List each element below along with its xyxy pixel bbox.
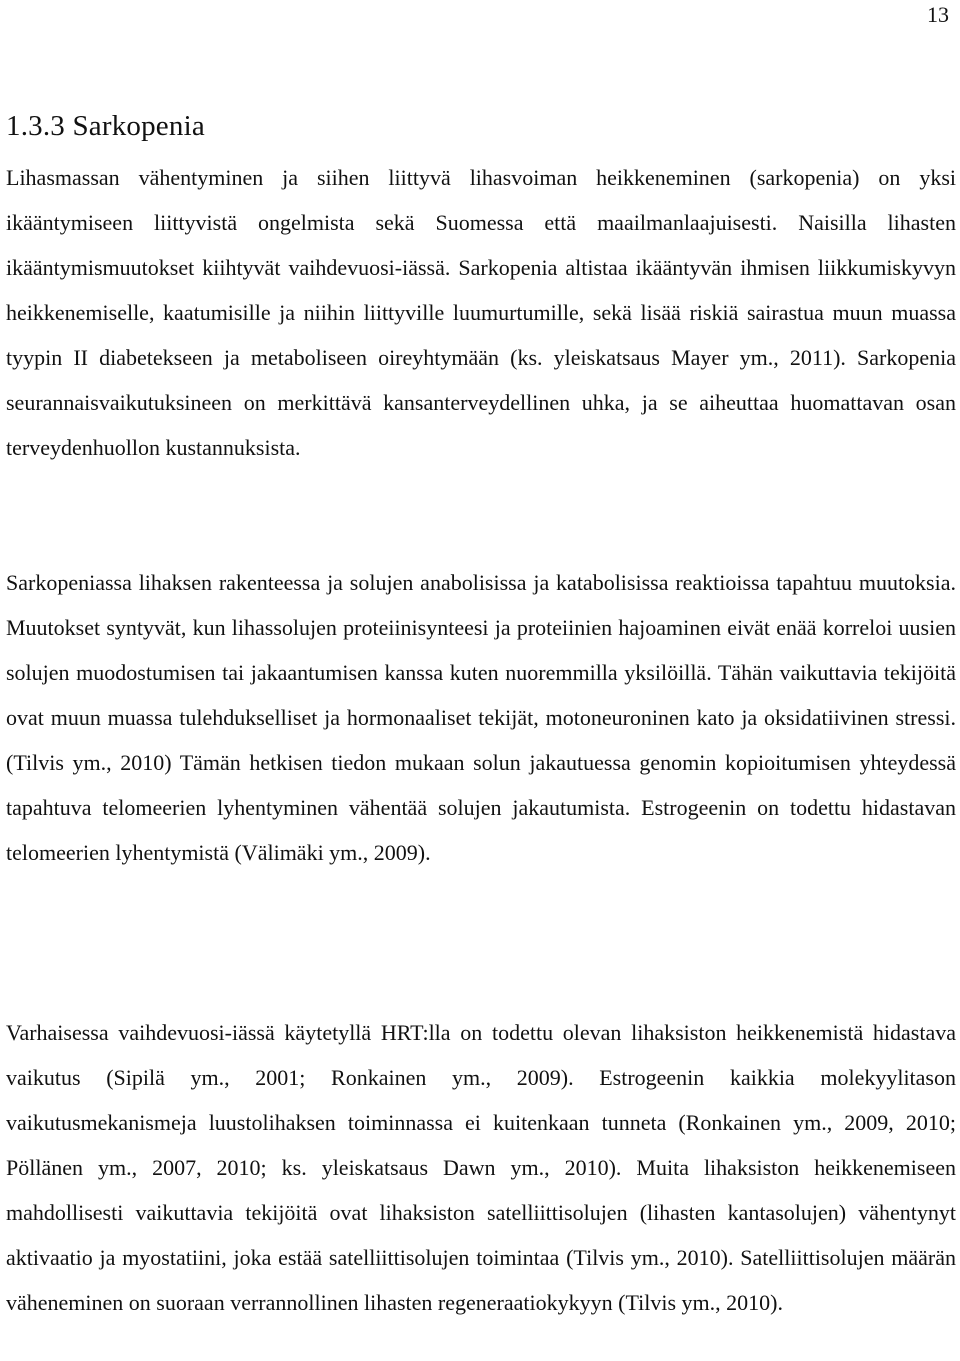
paragraph-hrt-estrogen: Varhaisessa vaihdevuosi-iässä käytetyllä HRT:lla on todettu olevan lihaksiston heikkenemistä hidastava vaikutus (Sipilä ym., 2001; Ronkainen ym., 2009). Estrogeenin kaikkia molekyylitason vaikutusmekanismeja luustolihaksen toiminnassa ei kuitenkaan tunneta (Ronkainen ym., 2009, 2010; Pöllänen ym., 2007, 2010; ks. yleiskatsaus Dawn ym., 2010). Muita lihaksiston heikkenemiseen mahdollisesti vaikuttavia tekijöitä ovat lihaksiston satelliittisolujen (lihasten kantasolujen) vähentynyt aktivaatio ja myostatiini, joka estää satelliittisolujen toimintaa (Tilvis ym., 2010). Satelliittisolujen määrän väheneminen on suoraan verrannollinen lihasten regeneraatiokykyyn (Tilvis ym., 2010). (6, 1020, 956, 1315)
paragraph-sarkopenia-intro: Lihasmassan vähentyminen ja siihen liittyvä lihasvoiman heikkeneminen (sarkopenia) on yksi ikääntymiseen liittyvistä ongelmista sekä Suomessa että maailmanlaajuisesti. Naisilla lihasten ikääntymismuutokset kiihtyvät vaihdevuosi-iässä. Sarkopenia altistaa ikääntyvän ihmisen liikkumiskyvyn heikkenemiselle, kaatumisille ja niihin liittyville luumurtumille, sekä lisää riskiä sairastua muun muassa tyypin II diabetekseen ja metaboliseen oireyhtymään (ks. yleiskatsaus Mayer ym., 2011). Sarkopenia seurannaisvaikutuksineen on merkittävä kansanterveydellinen uhka, ja se aiheuttaa huomattavan osan terveydenhuollon kustannuksista. (6, 165, 956, 460)
section-heading: 1.3.3 Sarkopenia (6, 110, 205, 142)
page-number: 13 (927, 2, 949, 27)
paragraph-sarkopenia-mechanisms: Sarkopeniassa lihaksen rakenteessa ja solujen anabolisissa ja katabolisissa reaktioissa tapahtuu muutoksia. Muutokset syntyvät, kun lihassolujen proteiinisynteesi ja proteiinien hajoaminen eivät enää korreloi uusien solujen muodostumisen tai jakaantumisen kanssa kuten nuoremmilla yksilöillä. Tähän vaikuttavia tekijöitä ovat muun muassa tulehdukselliset ja hormonaaliset tekijät, motoneuroninen kato ja oksidatiivinen stressi. (Tilvis ym., 2010) Tämän hetkisen tiedon mukaan solun jakautuessa genomin kopioitumisen yhteydessä tapahtuva telomeerien lyhentyminen vähentää solujen jakautumista. Estrogeenin on todettu hidastavan telomeerien lyhentymistä (Välimäki ym., 2009). (6, 570, 956, 865)
